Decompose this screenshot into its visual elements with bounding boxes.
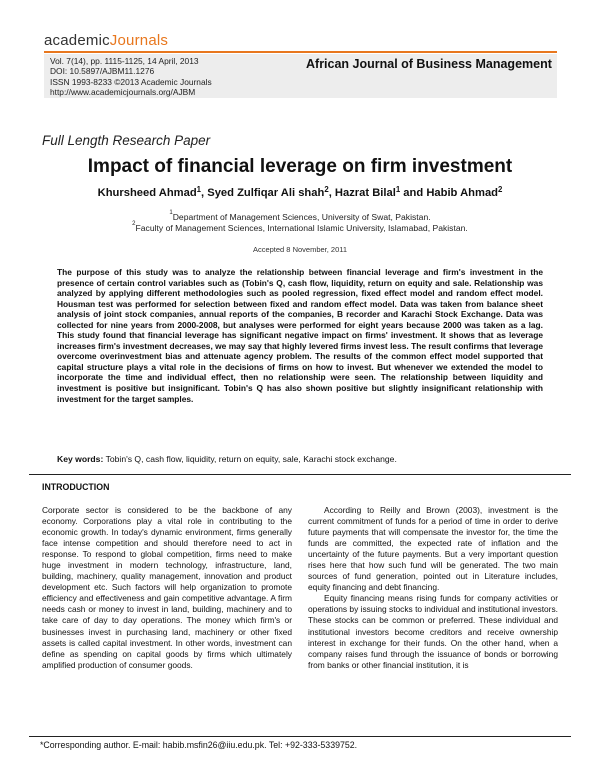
logo-rule	[44, 51, 557, 53]
author-sep: ,	[201, 187, 208, 199]
body-column-left	[42, 505, 292, 671]
paper-type: Full Length Research Paper	[42, 133, 211, 148]
logo-text-journals: Journals	[109, 32, 169, 49]
paper-title: Impact of financial leverage on firm investment	[87, 156, 513, 177]
author-name: Hazrat Bilal	[334, 187, 396, 199]
logo-text-academic: academic	[44, 32, 110, 49]
author-name: Habib Ahmad	[426, 187, 498, 199]
author-name: Syed Zulfiqar Ali shah	[207, 187, 325, 199]
author-sup: 2	[324, 185, 329, 194]
meta-volume: Vol. 7(14), pp. 1115-1125, 14 April, 2013	[50, 56, 199, 66]
author-name: Khursheed Ahmad	[97, 187, 197, 199]
author-sup: 1	[395, 185, 401, 194]
affiliation-1	[0, 212, 600, 222]
journal-logo	[44, 32, 168, 49]
paragraph: According to Reilly and Brown (2003), investment is the current commitment of funds for a period of time in order to derive future payments that will compensate the investor for, the time the funds are committed, the expected rate of inflation and the uncertainty of the future payments. But a very important question rises here that how such fund will be generated. The two main sources of fund generation, pointed out in Literature includes, equity financing and debt financing.	[308, 505, 558, 593]
meta-url[interactable]: http://www.academicjournals.org/AJBM	[50, 87, 196, 98]
accepted-date: Accepted 8 November, 2011	[252, 245, 348, 254]
affiliation-text: Faculty of Management Sciences, International Islamic University, Islamabad, Pakistan.	[135, 223, 468, 233]
keywords-text: Tobin's Q, cash flow, liquidity, return on equity, sale, Karachi stock exchange.	[105, 454, 397, 464]
meta-doi: DOI: 10.5897/AJBM11.1276	[50, 66, 155, 77]
abstract: The purpose of this study was to analyze the relationship between financial leverage and firm's investment in the presence of certain control variables such as (Tobin's Q, cash flow, liquidity, return on equity and sale. Relationship was analyzed by applying different methodologies such as pooled regression, fixed effect model and random effect model. Housman test was performed for selection between fixed and random effect model. Data was taken from balance sheet analysis of joint stock companies, annual reports of the companies, B recorder and Karachi Stock Exchange. Data was collected for nine years from 2000-2008, but analyses were performed for eight years because 2000 was taken as a lag. This study found that financial leverage has significant negative impact on firms' investment. It shows that as leverage increases firm's investment decreases, we may say that highly levered firms invest less. The result confirms that leverage overcome overinvestment bias and attenuate agency problem. The results of the common effect model supported that capital structure plays a vital role in the decisions of firms on how to invest. But whenever we extended the model to incorporate the time and individual effect, then no relationship were seen. The relationship between liquidity and investment is positive but insignificant. Tobin's Q has also shown positive but slightly insignificant relationship with investment for the target samples.	[57, 267, 543, 404]
keywords	[57, 454, 543, 464]
author-sep: ,	[328, 187, 335, 199]
article-meta	[50, 56, 212, 98]
corresponding-author-footnote: *Corresponding author. E-mail: habib.msfin26@iiu.edu.pk. Tel: +92-333-5339752.	[40, 740, 358, 750]
body-column-right	[308, 505, 558, 671]
section-heading-introduction: INTRODUCTION	[42, 482, 110, 492]
affiliation-sup: 2	[132, 221, 136, 227]
affiliation-2	[0, 223, 600, 233]
paragraph: Equity financing means rising funds for company activities or operations by issuing stocks to individual and institutional investors. These stocks can be common or preferred. These individual and institutional investors become creditors and receive ownership interest in exchange for their funds. On the other hand, when a company raises fund through the issuance of bonds or borrowing from banks or other financial institution, it is	[308, 593, 558, 670]
keywords-label: Key words:	[57, 454, 104, 464]
journal-name: African Journal of Business Management	[306, 57, 552, 71]
section-divider	[29, 474, 571, 475]
paragraph: Corporate sector is considered to be the backbone of any economy. Corporations play a vital role in contributing to the economic growth. In today's dynamic environment, firms generally face intense competition and should therefore need to act in response. To respond to global competition, firms need to make huge investment in modern technology, infrastructure, land, building, machinery, quality management, innovation and product development etc. Such factors will help organization to promote efficiency and effectiveness and gain competitive advantage. A firm needs cash or money to invest in land, building, machinery and to take care of day to day operations. The money which firm's or businesses invest in purchasing land, machinery or other fixed assets is called capital investment. In other words, investment can define as spending on capital goods by firms which ultimately amplified production of consumer goods.	[42, 505, 292, 670]
author-sup: 1	[196, 185, 202, 194]
author-sep: and	[400, 187, 427, 199]
affiliation-text: Department of Management Sciences, University of Swat, Pakistan.	[172, 212, 431, 222]
affiliation-sup: 1	[169, 210, 173, 216]
author-sup: 2	[498, 185, 503, 194]
meta-issn: ISSN 1993-8233 ©2013 Academic Journals	[50, 76, 212, 87]
author-list	[0, 187, 600, 199]
